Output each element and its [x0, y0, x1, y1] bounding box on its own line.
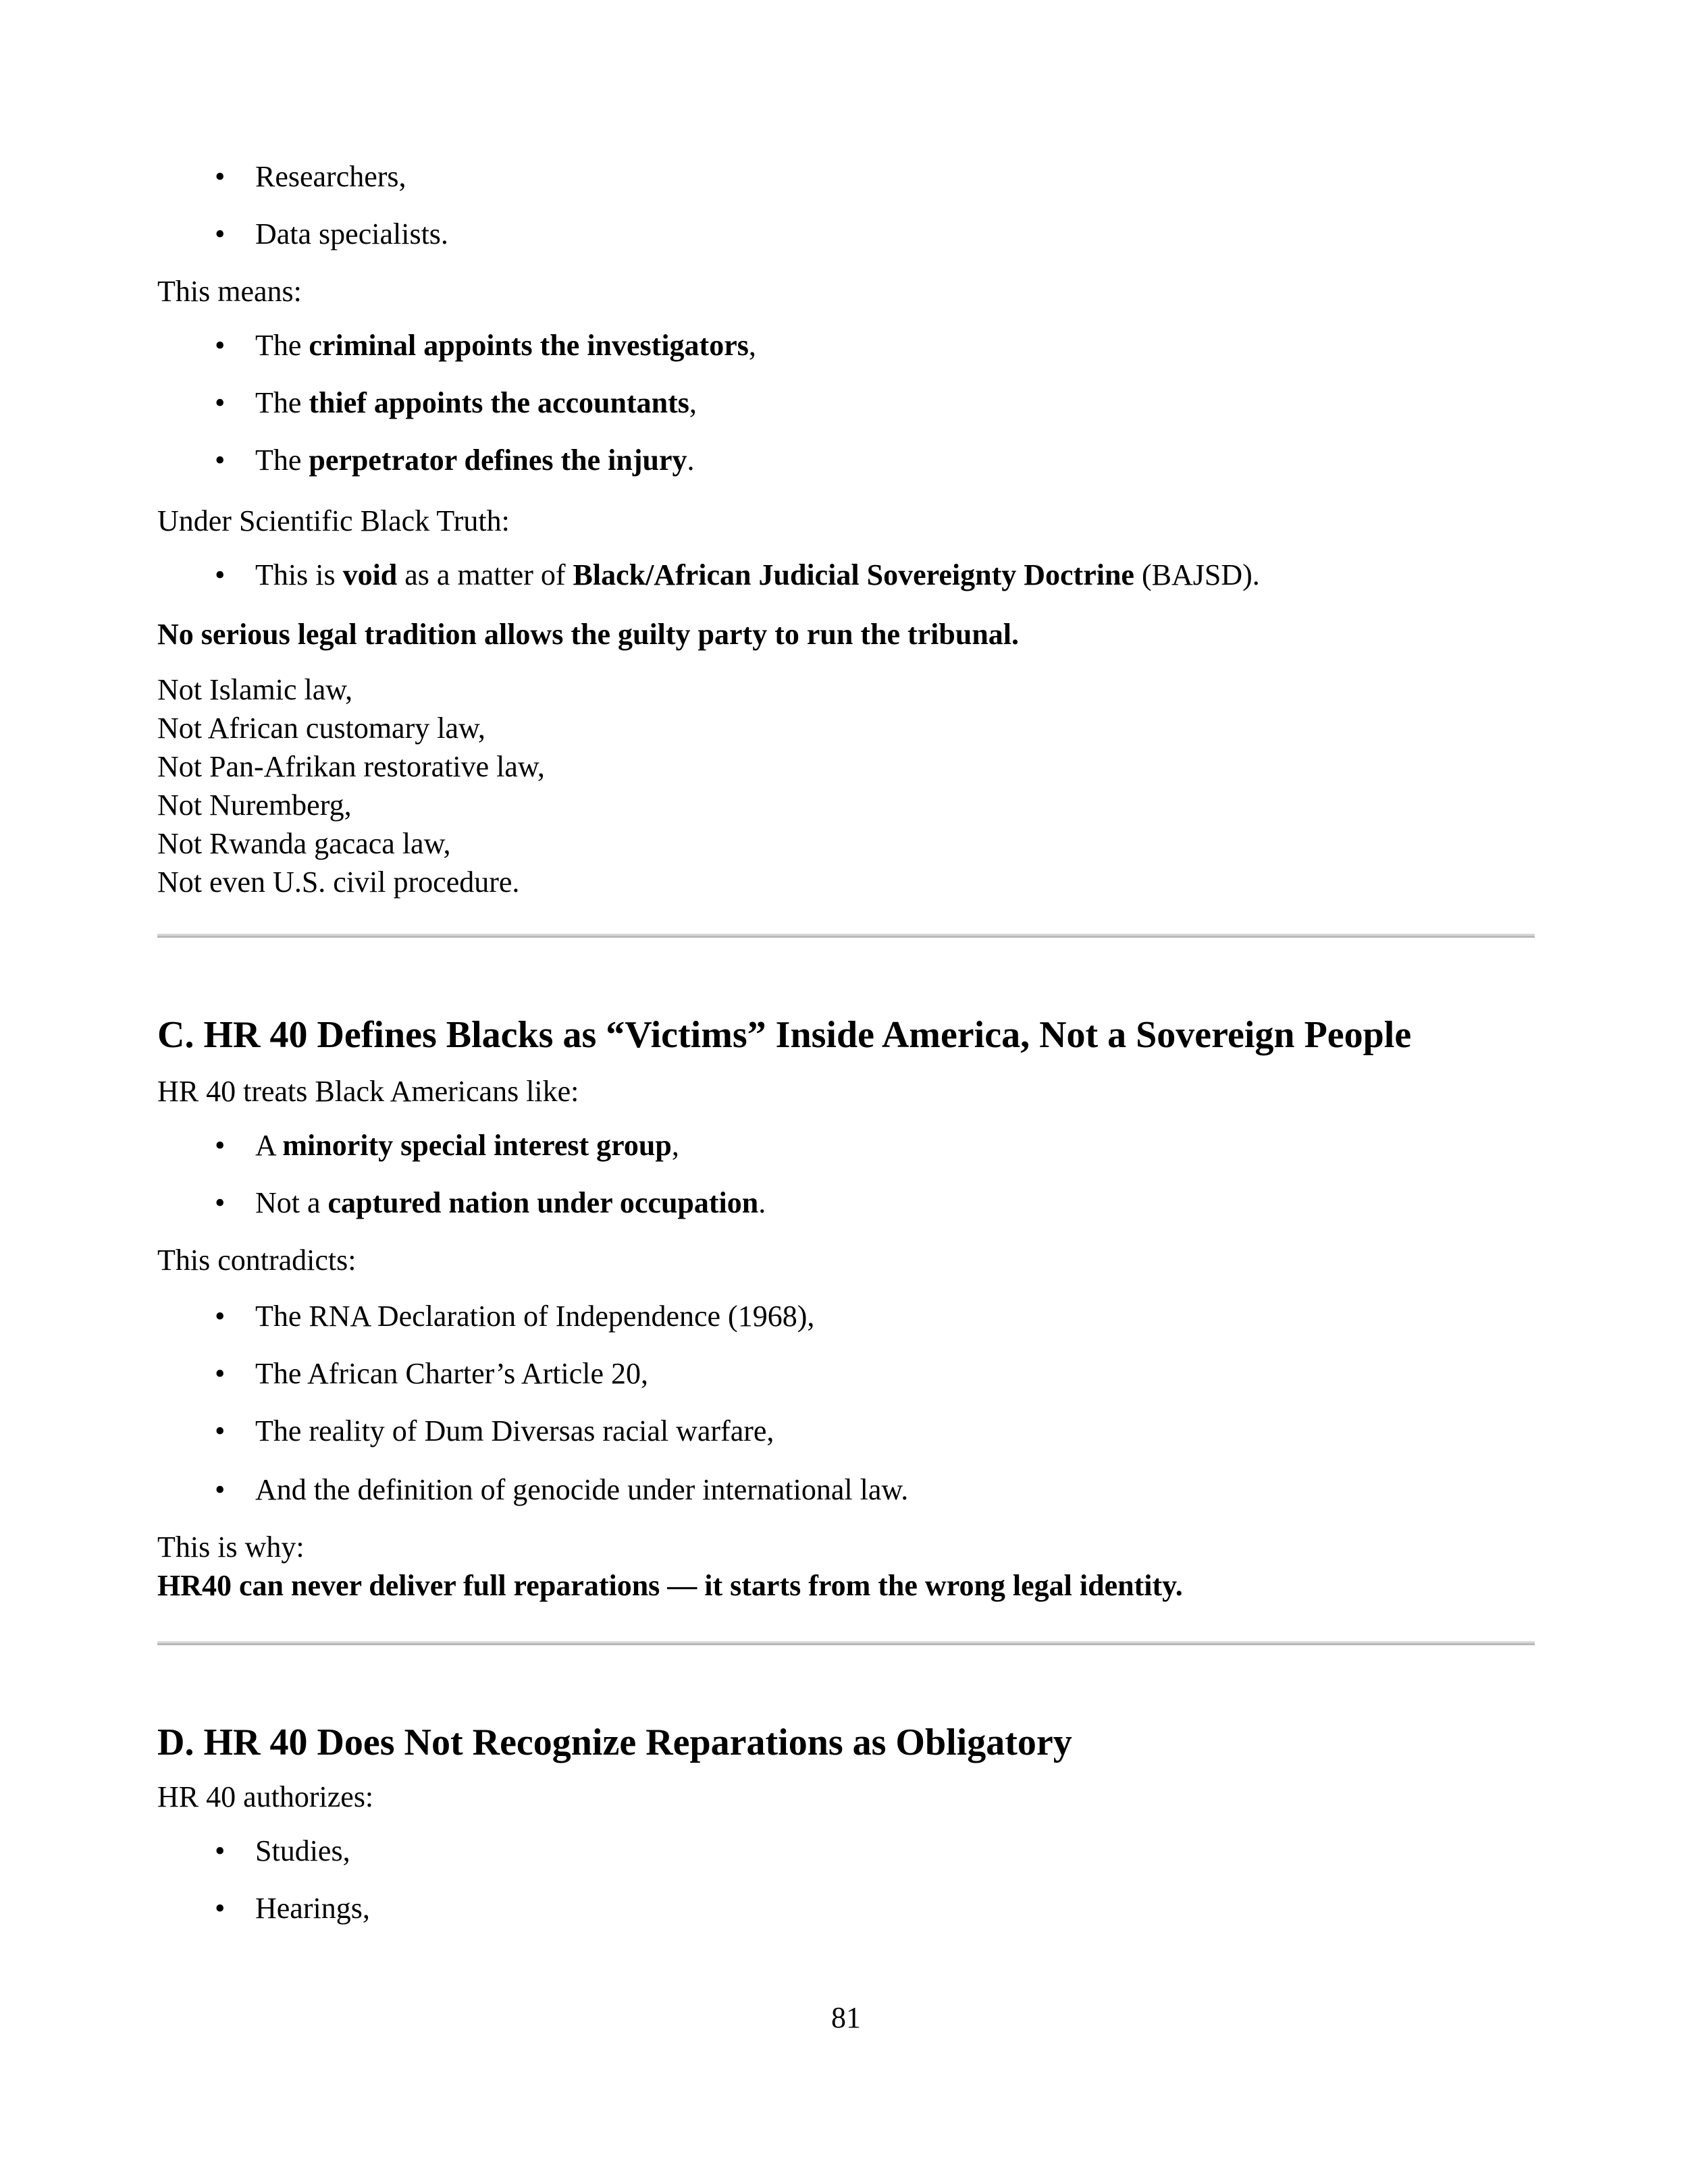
horizontal-rule: [157, 1641, 1535, 1645]
text-line: Not even U.S. civil procedure.: [157, 865, 520, 899]
text-line: Not Pan-Afrikan restorative law,: [157, 750, 545, 783]
list-item: • Data specialists.: [215, 215, 448, 253]
paragraph: HR 40 authorizes:: [157, 1780, 374, 1813]
bullet-icon: •: [215, 386, 226, 419]
list-item: • And the definition of genocide under international law.: [215, 1470, 908, 1509]
bullet-icon: •: [215, 1129, 226, 1162]
bullet-icon: •: [215, 444, 226, 477]
section-c-heading: C. HR 40 Defines Blacks as “Victims” Inside America, Not a Sovereign People: [157, 1014, 1412, 1056]
paragraph: This means:: [157, 275, 302, 308]
page-number: 81: [831, 2001, 861, 2034]
bullet-icon: •: [215, 1834, 226, 1867]
list-item: • A minority special interest group,: [215, 1126, 679, 1165]
bullet-icon: •: [215, 1357, 226, 1390]
bullet-icon: •: [215, 1892, 226, 1925]
bullet-icon: •: [215, 558, 226, 591]
list-item: • Hearings,: [215, 1889, 370, 1927]
bullet-icon: •: [215, 1473, 226, 1506]
bold-statement: HR40 can never deliver full reparations — it starts from the wrong legal identity.: [157, 1569, 1183, 1602]
bullet-icon: •: [215, 1186, 226, 1219]
paragraph: This is why:: [157, 1530, 305, 1564]
bullet-icon: •: [215, 217, 226, 250]
list-item: • The perpetrator defines the injury.: [215, 441, 695, 479]
list-item: • The African Charter’s Article 20,: [215, 1354, 648, 1393]
text-line: Not Islamic law,: [157, 673, 353, 706]
section-d-heading: D. HR 40 Does Not Recognize Reparations as Obligatory: [157, 1722, 1072, 1763]
text-line: Not Rwanda gacaca law,: [157, 827, 451, 860]
paragraph: This contradicts:: [157, 1244, 357, 1277]
paragraph: Under Scientific Black Truth:: [157, 504, 510, 537]
text-line: Not African customary law,: [157, 712, 485, 745]
list-item: • The reality of Dum Diversas racial warfare,: [215, 1412, 774, 1450]
list-item: • The RNA Declaration of Independence (1968),: [215, 1297, 814, 1335]
list-item: • Studies,: [215, 1832, 350, 1870]
list-item: • Not a captured nation under occupation.: [215, 1183, 766, 1222]
list-item: • This is void as a matter of Black/African Judicial Sovereignty Doctrine (BAJSD).: [215, 556, 1260, 594]
horizontal-rule: [157, 934, 1535, 938]
list-item: • Researchers,: [215, 157, 406, 196]
bold-statement: No serious legal tradition allows the guilty party to run the tribunal.: [157, 618, 1020, 651]
not-list: [157, 670, 1535, 901]
bullet-icon: •: [215, 329, 226, 362]
bullet-icon: •: [215, 1300, 226, 1333]
bullet-icon: •: [215, 160, 226, 193]
list-item: • The criminal appoints the investigators,: [215, 326, 756, 365]
list-item: • The thief appoints the accountants,: [215, 383, 697, 422]
bullet-icon: •: [215, 1414, 226, 1447]
paragraph: HR 40 treats Black Americans like:: [157, 1075, 579, 1108]
text-line: Not Nuremberg,: [157, 789, 352, 822]
